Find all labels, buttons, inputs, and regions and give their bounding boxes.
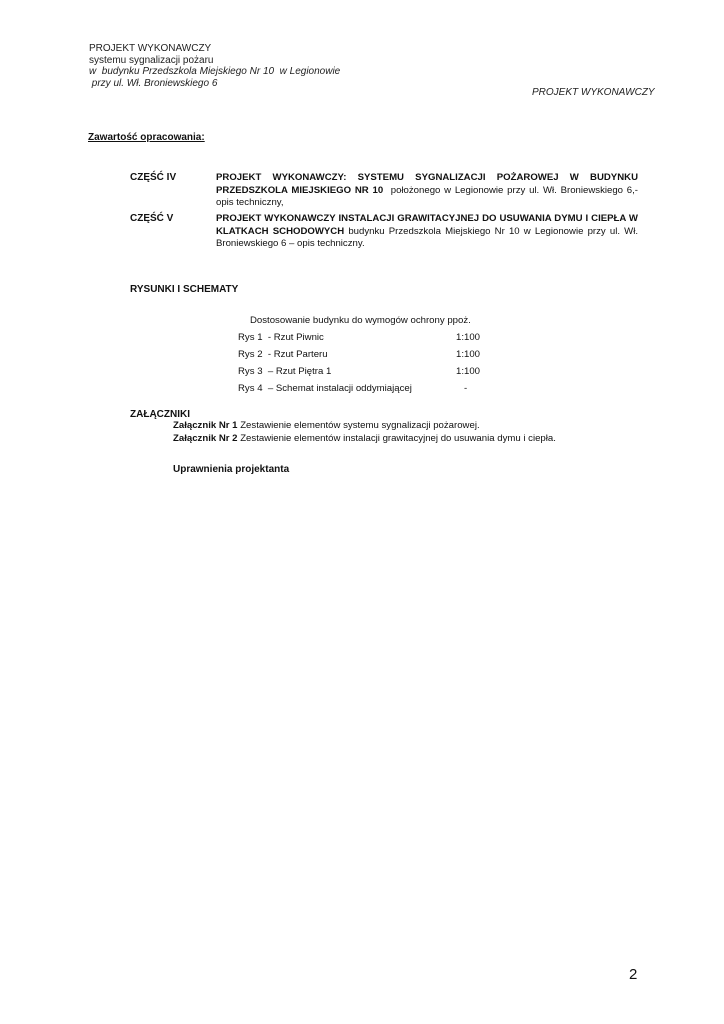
part-v-description bbox=[216, 213, 638, 251]
attachment-item bbox=[173, 433, 556, 444]
attachment-text: Zestawienie elementów systemu sygnalizacji pożarowej. bbox=[237, 420, 480, 431]
drawings-title: RYSUNKI I SCHEMATY bbox=[130, 284, 239, 295]
part-v-details: budynku Przedszkola Miejskiego Nr 10 w Legionowie przy ul. Wł. Broniewskiego 6 – opis techniczny. bbox=[216, 225, 639, 249]
part-iv-title: PROJEKT WYKONAWCZY: SYSTEMU SYGNALIZACJI POŻAROWEJ W BUDYNKU PRZEDSZKOLA MIEJSKIEGO NR 10 bbox=[216, 172, 638, 196]
part-iv-details: położonego w Legionowie przy ul. Wł. Broniewskiego 6,- opis techniczny, bbox=[216, 184, 641, 208]
drawings-intro: Dostosowanie budynku do wymogów ochrony ppoż. bbox=[250, 315, 471, 326]
drawing-name: Rys 1 - Rzut Piwnic bbox=[238, 332, 324, 343]
drawing-name: Rys 4 – Schemat instalacji oddymiającej bbox=[238, 383, 412, 394]
header-line-2: systemu sygnalizacji pożaru bbox=[89, 54, 214, 66]
part-v-title: PROJEKT WYKONAWCZY INSTALACJI GRAWITACYJNEJ DO USUWANIA DYMU I CIEPŁA W KLATKACH SCHODOWYCH bbox=[216, 213, 638, 237]
toc-title: Zawartość opracowania: bbox=[88, 132, 205, 143]
permissions-heading: Uprawnienia projektanta bbox=[173, 464, 290, 475]
drawing-scale: - bbox=[456, 383, 468, 394]
drawing-name: Rys 3 – Rzut Piętra 1 bbox=[238, 366, 332, 377]
header-line-1: PROJEKT WYKONAWCZY bbox=[89, 43, 212, 54]
drawing-row bbox=[238, 383, 488, 397]
drawing-name: Rys 2 - Rzut Parteru bbox=[238, 349, 328, 360]
attachment-label: Załącznik Nr 2 bbox=[173, 433, 238, 444]
drawing-row bbox=[238, 366, 488, 380]
part-iv-label: CZĘŚĆ IV bbox=[130, 172, 177, 183]
drawing-scale: 1:100 bbox=[456, 332, 481, 343]
header-line-3: w budynku Przedszkola Miejskiego Nr 10 w Legionowie bbox=[89, 66, 341, 77]
document-header bbox=[89, 43, 340, 89]
header-right-title: PROJEKT WYKONAWCZY bbox=[532, 87, 655, 98]
drawing-scale: 1:100 bbox=[456, 349, 481, 360]
drawing-scale: 1:100 bbox=[456, 366, 481, 377]
attachment-label: Załącznik Nr 1 bbox=[173, 420, 238, 431]
drawing-row bbox=[238, 332, 488, 346]
attachment-text: Zestawienie elementów instalacji grawitacyjnej do usuwania dymu i ciepła. bbox=[237, 433, 556, 444]
attachment-item bbox=[173, 420, 480, 431]
part-v-label: CZĘŚĆ V bbox=[130, 213, 174, 224]
drawing-row bbox=[238, 349, 488, 363]
page-number: 2 bbox=[629, 966, 638, 983]
header-line-4: przy ul. Wł. Broniewskiego 6 bbox=[89, 77, 218, 89]
attachments-title: ZAŁĄCZNIKI bbox=[130, 409, 190, 420]
part-iv-description bbox=[216, 172, 641, 210]
